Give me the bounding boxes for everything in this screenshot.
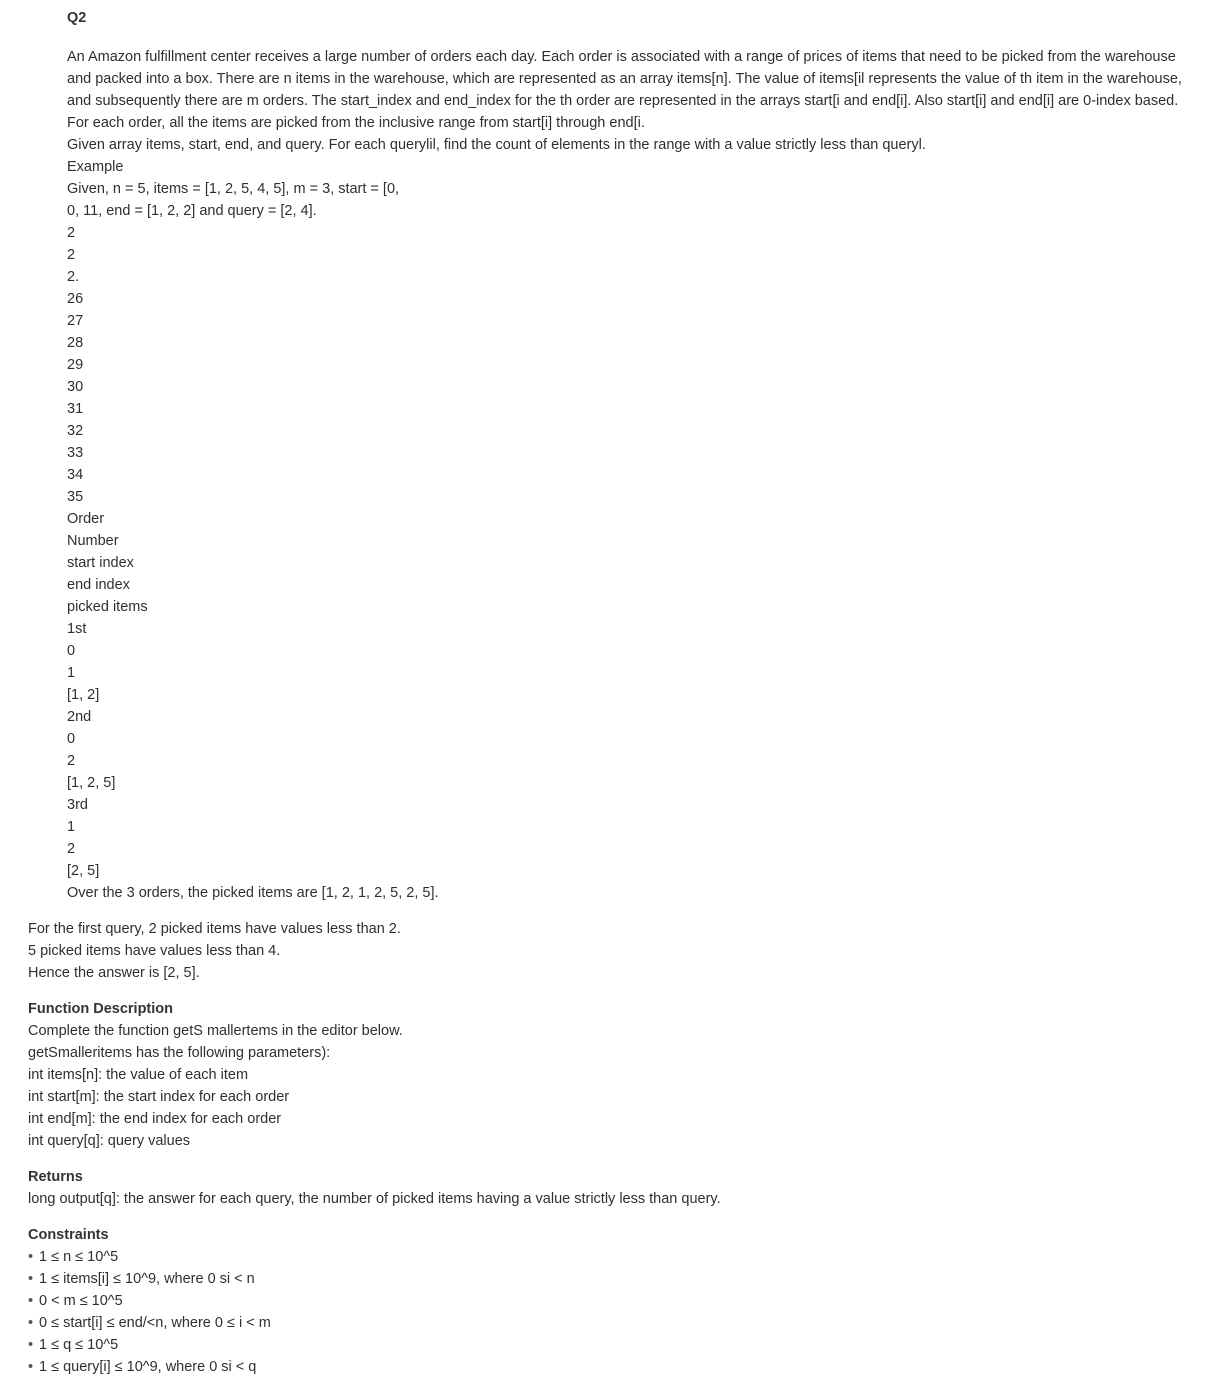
returns-heading: Returns — [28, 1169, 83, 1185]
example-line: [1, 2] — [67, 687, 100, 703]
constraint-item — [28, 1334, 271, 1356]
example-line: end index — [67, 577, 130, 593]
bullet-icon: • — [28, 1359, 34, 1375]
problem-line: For each order, all the items are picked from the inclusive range from start[i] through end[i. — [67, 115, 645, 131]
example-line: 33 — [67, 445, 84, 461]
example-line: start index — [67, 555, 134, 571]
example-line: 0 — [67, 731, 76, 747]
constraints-heading: Constraints — [28, 1227, 109, 1243]
example-line: Given, n = 5, items = [1, 2, 5, 4, 5], m = 3, start = [0, — [67, 181, 400, 197]
example-section — [67, 156, 439, 904]
function-description-line: Complete the function getS mallertems in the editor below. — [28, 1023, 403, 1039]
returns-section — [28, 1166, 721, 1210]
bullet-icon: • — [28, 1337, 34, 1353]
example-line: [1, 2, 5] — [67, 775, 116, 791]
example-line: 2 — [67, 753, 76, 769]
constraint-text: 1 ≤ n ≤ 10^5 — [39, 1249, 119, 1265]
example-line: 0, 11, end = [1, 2, 2] and query = [2, 4]. — [67, 203, 317, 219]
problem-line: Given array items, start, end, and query. For each querylil, find the count of elements in the range with a value strictly less than queryl. — [67, 137, 926, 153]
constraint-item — [28, 1290, 271, 1312]
example-line: 28 — [67, 335, 84, 351]
problem-line: An Amazon fulfillment center receives a large number of orders each day. Each order is associated with a range of prices of items that need to be picked from the warehouse — [67, 49, 1176, 65]
example-line: 32 — [67, 423, 84, 439]
problem-statement — [67, 46, 1207, 156]
constraint-text: 0 ≤ start[i] ≤ end/<n, where 0 ≤ i < m — [39, 1315, 271, 1331]
explanation-section — [28, 918, 401, 984]
explanation-line: 5 picked items have values less than 4. — [28, 943, 281, 959]
example-line: 30 — [67, 379, 84, 395]
bullet-icon: • — [28, 1249, 34, 1265]
example-line: 1st — [67, 621, 87, 637]
example-line: 35 — [67, 489, 84, 505]
example-line: 1 — [67, 819, 76, 835]
function-description-section — [28, 998, 403, 1152]
example-line: 26 — [67, 291, 84, 307]
bullet-icon: • — [28, 1315, 34, 1331]
constraint-text: 0 < m ≤ 10^5 — [39, 1293, 123, 1309]
example-line: Number — [67, 533, 119, 549]
constraint-text: 1 ≤ items[i] ≤ 10^9, where 0 si < n — [39, 1271, 255, 1287]
function-description-line: int items[n]: the value of each item — [28, 1067, 249, 1083]
constraint-item — [28, 1356, 271, 1378]
function-description-heading: Function Description — [28, 1001, 173, 1017]
problem-line: and subsequently there are m orders. The start_index and end_index for the th order are represented in the arrays start[i and end[i]. Also start[i] and end[i] are 0-index based. — [67, 93, 1179, 109]
bullet-icon: • — [28, 1271, 34, 1287]
problem-line: and packed into a box. There are n items in the warehouse, which are represented as an array items[n]. The value of items[il represents the value of th item in the warehouse, — [67, 71, 1182, 87]
constraint-item — [28, 1246, 271, 1268]
example-line: 2nd — [67, 709, 92, 725]
function-description-line: int start[m]: the start index for each order — [28, 1089, 290, 1105]
example-line: [2, 5] — [67, 863, 100, 879]
example-line: 2 — [67, 841, 76, 857]
example-line: picked items — [67, 599, 148, 615]
example-line: 2 — [67, 247, 76, 263]
explanation-line: Hence the answer is [2, 5]. — [28, 965, 200, 981]
example-line: 2. — [67, 269, 80, 285]
example-line: 2 — [67, 225, 76, 241]
example-line: Example — [67, 159, 124, 175]
example-line: 3rd — [67, 797, 88, 813]
example-line: 34 — [67, 467, 84, 483]
function-description-line: int query[q]: query values — [28, 1133, 191, 1149]
example-line: Order — [67, 511, 105, 527]
function-description-line: getSmalleritems has the following parameters): — [28, 1045, 331, 1061]
bullet-icon: • — [28, 1293, 34, 1309]
constraints-section — [28, 1224, 271, 1378]
returns-text: long output[q]: the answer for each query, the number of picked items having a value strictly less than query. — [28, 1191, 721, 1207]
example-line: 0 — [67, 643, 76, 659]
example-line: 31 — [67, 401, 84, 417]
example-line: Over the 3 orders, the picked items are [1, 2, 1, 2, 5, 2, 5]. — [67, 885, 439, 901]
question-label: Q2 — [67, 10, 87, 26]
explanation-line: For the first query, 2 picked items have values less than 2. — [28, 921, 401, 937]
constraint-text: 1 ≤ q ≤ 10^5 — [39, 1337, 119, 1353]
constraint-item — [28, 1312, 271, 1334]
function-description-line: int end[m]: the end index for each order — [28, 1111, 282, 1127]
example-line: 29 — [67, 357, 84, 373]
example-line: 27 — [67, 313, 84, 329]
example-line: 1 — [67, 665, 76, 681]
constraint-text: 1 ≤ query[i] ≤ 10^9, where 0 si < q — [39, 1359, 257, 1375]
constraint-item — [28, 1268, 271, 1290]
